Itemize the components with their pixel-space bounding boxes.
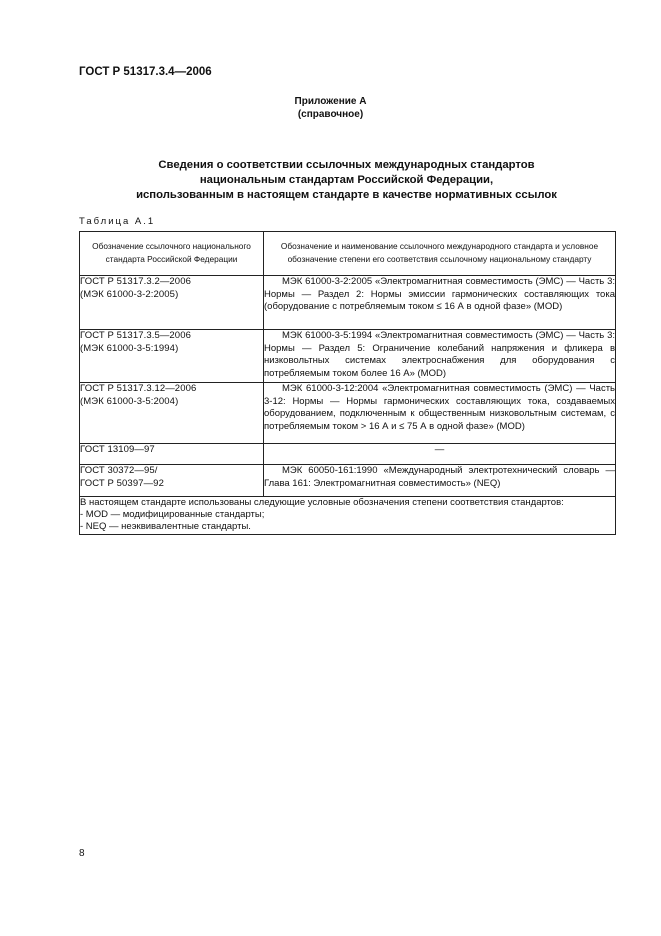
section-heading: [79, 158, 614, 203]
standard-code: ГОСТ Р 51317.3.12—2006: [80, 383, 197, 394]
standard-description: МЭК 61000-3-2:2005 «Электромагнитная совместимость (ЭМС) — Часть 3: Нормы — Раздел 2: Нормы эмиссии гармонических составляющих тока (оборудование с потребляемым током ≤ 16 А в одной фазе» (MOD): [264, 276, 615, 312]
international-standard-cell: [264, 465, 616, 497]
table-row: [80, 276, 616, 330]
table-row: [80, 444, 616, 465]
column-header-national: Обозначение ссылочного национального стандарта Российской Федерации: [80, 232, 264, 276]
standard-code: (МЭК 61000-3-5:2004): [80, 395, 179, 407]
standard-description: МЭК 61000-3-12:2004 «Электромагнитная совместимость (ЭМС) — Часть 3-12: Нормы — Нормы гармонических составляющих тока, создаваемых оборудованием, подключенным к общественным низковольтным системам, с потребляемым током > 16 А и ≤ 75 А в одной фазе» (MOD): [264, 383, 615, 432]
standard-code: ГОСТ Р 51317.3.5—2006: [80, 330, 191, 341]
notes-item: - NEQ — неэквивалентные стандарты.: [80, 521, 251, 533]
national-standard-cell: [80, 330, 264, 383]
national-standard-cell: [80, 444, 264, 465]
page-number: 8: [79, 848, 85, 859]
table-row: [80, 383, 616, 444]
standard-description: —: [434, 444, 445, 455]
standard-code: (МЭК 61000-3-5:1994): [80, 342, 179, 354]
column-header-international: Обозначение и наименование ссылочного международного стандарта и условное обозначение степени его соответствия ссылочному национальному стандарту: [264, 232, 616, 276]
table-row: [80, 330, 616, 383]
table-header-row: [80, 232, 616, 276]
annex-subtitle: (справочное): [297, 109, 364, 120]
table-notes: [80, 497, 616, 535]
international-standard-cell: [264, 330, 616, 383]
standard-code: ГОСТ Р 50397—92: [80, 477, 164, 489]
standard-code: (МЭК 61000-3-2:2005): [80, 288, 179, 300]
heading-line: национальным стандартам Российской Федерации,: [199, 174, 494, 186]
international-standard-cell: [264, 383, 616, 444]
heading-line: Сведения о соответствии ссылочных международных стандартов: [158, 159, 535, 171]
table-row: [80, 465, 616, 497]
standard-code: ГОСТ Р 51317.3.2—2006: [80, 276, 191, 287]
international-standard-cell: [264, 444, 616, 465]
national-standard-cell: [80, 383, 264, 444]
standard-description: МЭК 60050-161:1990 «Международный электротехнический словарь — Глава 161: Электромагнитная совместимость» (NEQ): [264, 465, 615, 489]
document-id: ГОСТ Р 51317.3.4—2006: [79, 66, 212, 78]
annex-title: Приложение А: [294, 96, 367, 107]
national-standard-cell: [80, 276, 264, 330]
standard-description: МЭК 61000-3-5:1994 «Электромагнитная совместимость (ЭМС) — Часть 3: Нормы — Раздел 5: Ограничение колебаний напряжения и фликера в низковольтных системах электроснабжения для оборудования с потребляемым током более 16 А» (MOD): [264, 330, 615, 379]
heading-line: использованным в настоящем стандарте в качестве нормативных ссылок: [136, 189, 557, 201]
table-notes-row: [80, 497, 616, 535]
standard-code: ГОСТ 30372—95/: [80, 465, 158, 476]
reference-table: [79, 231, 616, 535]
notes-intro: В настоящем стандарте использованы следующие условные обозначения степени соответствия стандартов:: [80, 497, 564, 508]
international-standard-cell: [264, 276, 616, 330]
standard-code: ГОСТ 13109—97: [80, 444, 155, 455]
table-label: Таблица А.1: [79, 216, 156, 227]
national-standard-cell: [80, 465, 264, 497]
notes-item: - MOD — модифицированные стандарты;: [80, 509, 265, 521]
